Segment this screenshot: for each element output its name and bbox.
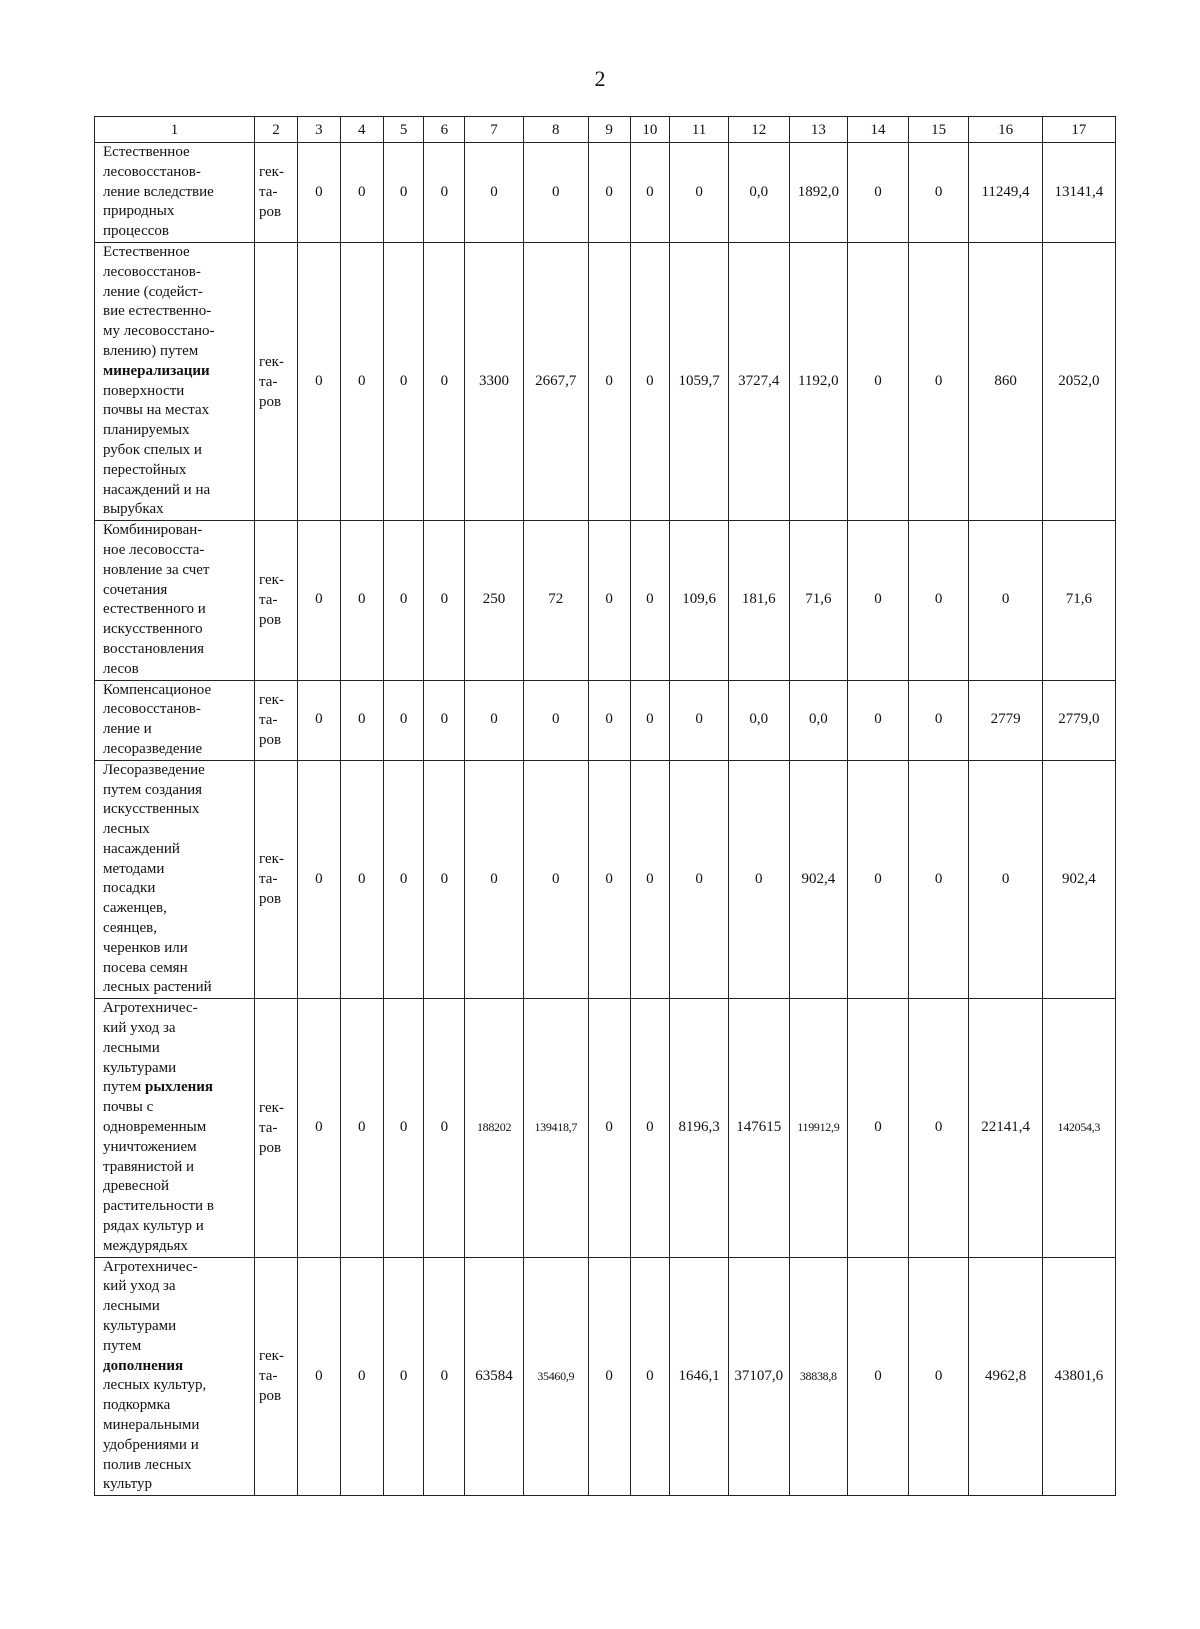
value-cell: 2667,7: [523, 242, 588, 520]
activity-name-text: Агротехничес- кий уход за лесными культурами путем: [103, 1000, 198, 1096]
value-cell: 0: [670, 760, 729, 999]
value-cell: 0: [630, 1257, 670, 1496]
value-cell: 0: [670, 143, 729, 243]
column-number: 3: [297, 117, 340, 143]
column-number: 10: [630, 117, 670, 143]
table-row: [95, 680, 1116, 760]
activity-name: [95, 1257, 255, 1496]
value-cell: 0: [588, 521, 630, 680]
table-row: [95, 521, 1116, 680]
value-cell: 0: [424, 143, 465, 243]
activity-name-text: Агротехничес- кий уход за лесными культурами путем: [103, 1258, 198, 1354]
value-cell: 0: [848, 242, 909, 520]
value-cell: 109,6: [670, 521, 729, 680]
value-cell: 250: [465, 521, 524, 680]
value-cell: 147615: [728, 999, 789, 1257]
activity-name: Компенсационое лесовосстанов- ление и лесоразведение: [95, 680, 255, 760]
value-cell: 0: [969, 760, 1042, 999]
column-number: 2: [255, 117, 298, 143]
value-cell: 35460,9: [523, 1257, 588, 1496]
value-cell: 0: [848, 680, 909, 760]
value-cell: 2052,0: [1042, 242, 1115, 520]
column-number: 12: [728, 117, 789, 143]
activity-name-text: почвы с одновременным уничтожением травянистой и древесной растительности в рядах культур и междурядьях: [103, 1099, 214, 1254]
value-cell: 0: [908, 143, 969, 243]
value-cell: 0: [340, 760, 383, 999]
value-cell: 0: [424, 521, 465, 680]
value-cell: 0: [588, 143, 630, 243]
value-cell: 0: [908, 1257, 969, 1496]
table-row: [95, 999, 1116, 1257]
activity-name-text: лесных культур, подкормка минеральными удобрениями и полив лесных культур: [103, 1377, 207, 1493]
table-row: [95, 1257, 1116, 1496]
value-cell: 0: [588, 242, 630, 520]
value-cell: 1192,0: [789, 242, 848, 520]
column-number: 6: [424, 117, 465, 143]
value-cell: 72: [523, 521, 588, 680]
value-cell: 0: [908, 521, 969, 680]
value-cell: 0: [383, 143, 424, 243]
column-number: 4: [340, 117, 383, 143]
activity-name: [95, 999, 255, 1257]
value-cell: 0: [340, 680, 383, 760]
value-cell: 0: [848, 521, 909, 680]
value-cell: 188202: [465, 999, 524, 1257]
unit-cell: гек- та- ров: [255, 521, 298, 680]
value-cell: 0: [340, 242, 383, 520]
value-cell: 0: [340, 521, 383, 680]
value-cell: 0: [969, 521, 1042, 680]
value-cell: 0: [848, 999, 909, 1257]
value-cell: 0: [340, 143, 383, 243]
value-cell: 0: [383, 242, 424, 520]
value-cell: 0: [908, 242, 969, 520]
unit-cell: гек- та- ров: [255, 143, 298, 243]
value-cell: 0: [523, 680, 588, 760]
unit-cell: гек- та- ров: [255, 760, 298, 999]
value-cell: 0: [297, 521, 340, 680]
value-cell: 11249,4: [969, 143, 1042, 243]
unit-cell: гек- та- ров: [255, 1257, 298, 1496]
value-cell: 2779: [969, 680, 1042, 760]
table-row: [95, 760, 1116, 999]
activity-name-emphasis: рыхления: [144, 1079, 214, 1096]
value-cell: 119912,9: [789, 999, 848, 1257]
column-number: 9: [588, 117, 630, 143]
column-number: 8: [523, 117, 588, 143]
data-table: [94, 116, 1116, 1496]
column-number: 14: [848, 117, 909, 143]
column-number: 5: [383, 117, 424, 143]
value-cell: 0: [908, 760, 969, 999]
value-cell: 902,4: [789, 760, 848, 999]
value-cell: 13141,4: [1042, 143, 1115, 243]
value-cell: 8196,3: [670, 999, 729, 1257]
value-cell: 0,0: [789, 680, 848, 760]
column-number: 17: [1042, 117, 1115, 143]
value-cell: 22141,4: [969, 999, 1042, 1257]
value-cell: 38838,8: [789, 1257, 848, 1496]
activity-name-emphasis: дополнения: [103, 1357, 184, 1374]
value-cell: 0: [383, 760, 424, 999]
value-cell: 0: [523, 760, 588, 999]
column-number: 16: [969, 117, 1042, 143]
value-cell: 0: [908, 999, 969, 1257]
value-cell: 0: [465, 680, 524, 760]
value-cell: 0: [383, 999, 424, 1257]
value-cell: 0: [630, 143, 670, 243]
value-cell: 0: [588, 760, 630, 999]
value-cell: 1059,7: [670, 242, 729, 520]
value-cell: 0: [588, 1257, 630, 1496]
activity-name-text: поверхности почвы на местах планируемых рубок спелых и перестойных насаждений и на вырубках: [103, 382, 211, 518]
value-cell: 0: [424, 680, 465, 760]
value-cell: 0: [424, 999, 465, 1257]
value-cell: 0: [340, 1257, 383, 1496]
value-cell: 0: [340, 999, 383, 1257]
unit-cell: гек- та- ров: [255, 242, 298, 520]
value-cell: 0: [848, 1257, 909, 1496]
value-cell: 63584: [465, 1257, 524, 1496]
value-cell: 0: [848, 143, 909, 243]
value-cell: 0: [630, 521, 670, 680]
unit-cell: гек- та- ров: [255, 680, 298, 760]
value-cell: 139418,7: [523, 999, 588, 1257]
value-cell: 0: [383, 1257, 424, 1496]
unit-cell: гек- та- ров: [255, 999, 298, 1257]
value-cell: 0: [297, 680, 340, 760]
value-cell: 0: [465, 760, 524, 999]
value-cell: 0: [424, 760, 465, 999]
value-cell: 0: [297, 999, 340, 1257]
activity-name-emphasis: минерализации: [103, 362, 210, 379]
value-cell: 0,0: [728, 143, 789, 243]
value-cell: 0: [630, 680, 670, 760]
table-header-row: [95, 117, 1116, 143]
value-cell: 181,6: [728, 521, 789, 680]
value-cell: 37107,0: [728, 1257, 789, 1496]
value-cell: 142054,3: [1042, 999, 1115, 1257]
activity-name: [95, 242, 255, 520]
value-cell: 860: [969, 242, 1042, 520]
value-cell: 3300: [465, 242, 524, 520]
value-cell: 0: [630, 760, 670, 999]
value-cell: 71,6: [1042, 521, 1115, 680]
column-number: 7: [465, 117, 524, 143]
value-cell: 902,4: [1042, 760, 1115, 999]
value-cell: 43801,6: [1042, 1257, 1115, 1496]
value-cell: 0: [297, 242, 340, 520]
table-row: [95, 143, 1116, 243]
value-cell: 3727,4: [728, 242, 789, 520]
column-number: 13: [789, 117, 848, 143]
value-cell: 0: [630, 999, 670, 1257]
activity-name: Естественное лесовосстанов- ление вследствие природных процессов: [95, 143, 255, 243]
value-cell: 0: [424, 1257, 465, 1496]
value-cell: 2779,0: [1042, 680, 1115, 760]
value-cell: 0: [630, 242, 670, 520]
value-cell: 0: [728, 760, 789, 999]
activity-name: Лесоразведение путем создания искусственных лесных насаждений методами посадки саженцев, сеянцев, черенков или посева семян лесных растений: [95, 760, 255, 999]
value-cell: 1892,0: [789, 143, 848, 243]
value-cell: 0,0: [728, 680, 789, 760]
value-cell: 0: [588, 999, 630, 1257]
value-cell: 0: [424, 242, 465, 520]
value-cell: 0: [670, 680, 729, 760]
value-cell: 0: [465, 143, 524, 243]
page-number: 2: [594, 66, 606, 91]
table-row: [95, 242, 1116, 520]
column-number: 11: [670, 117, 729, 143]
value-cell: 0: [523, 143, 588, 243]
value-cell: 71,6: [789, 521, 848, 680]
value-cell: 4962,8: [969, 1257, 1042, 1496]
value-cell: 0: [848, 760, 909, 999]
value-cell: 0: [383, 521, 424, 680]
value-cell: 0: [908, 680, 969, 760]
value-cell: 0: [297, 1257, 340, 1496]
activity-name: Комбинирован- ное лесовосста- новление за счет сочетания естественного и искусственного восстановления лесов: [95, 521, 255, 680]
value-cell: 0: [297, 760, 340, 999]
column-number: 15: [908, 117, 969, 143]
activity-name-text: Естественное лесовосстанов- ление (содейст- вие естественно- му лесовосстано- влению) путем: [103, 243, 215, 359]
value-cell: 0: [383, 680, 424, 760]
value-cell: 0: [297, 143, 340, 243]
value-cell: 0: [588, 680, 630, 760]
column-number: 1: [95, 117, 255, 143]
value-cell: 1646,1: [670, 1257, 729, 1496]
